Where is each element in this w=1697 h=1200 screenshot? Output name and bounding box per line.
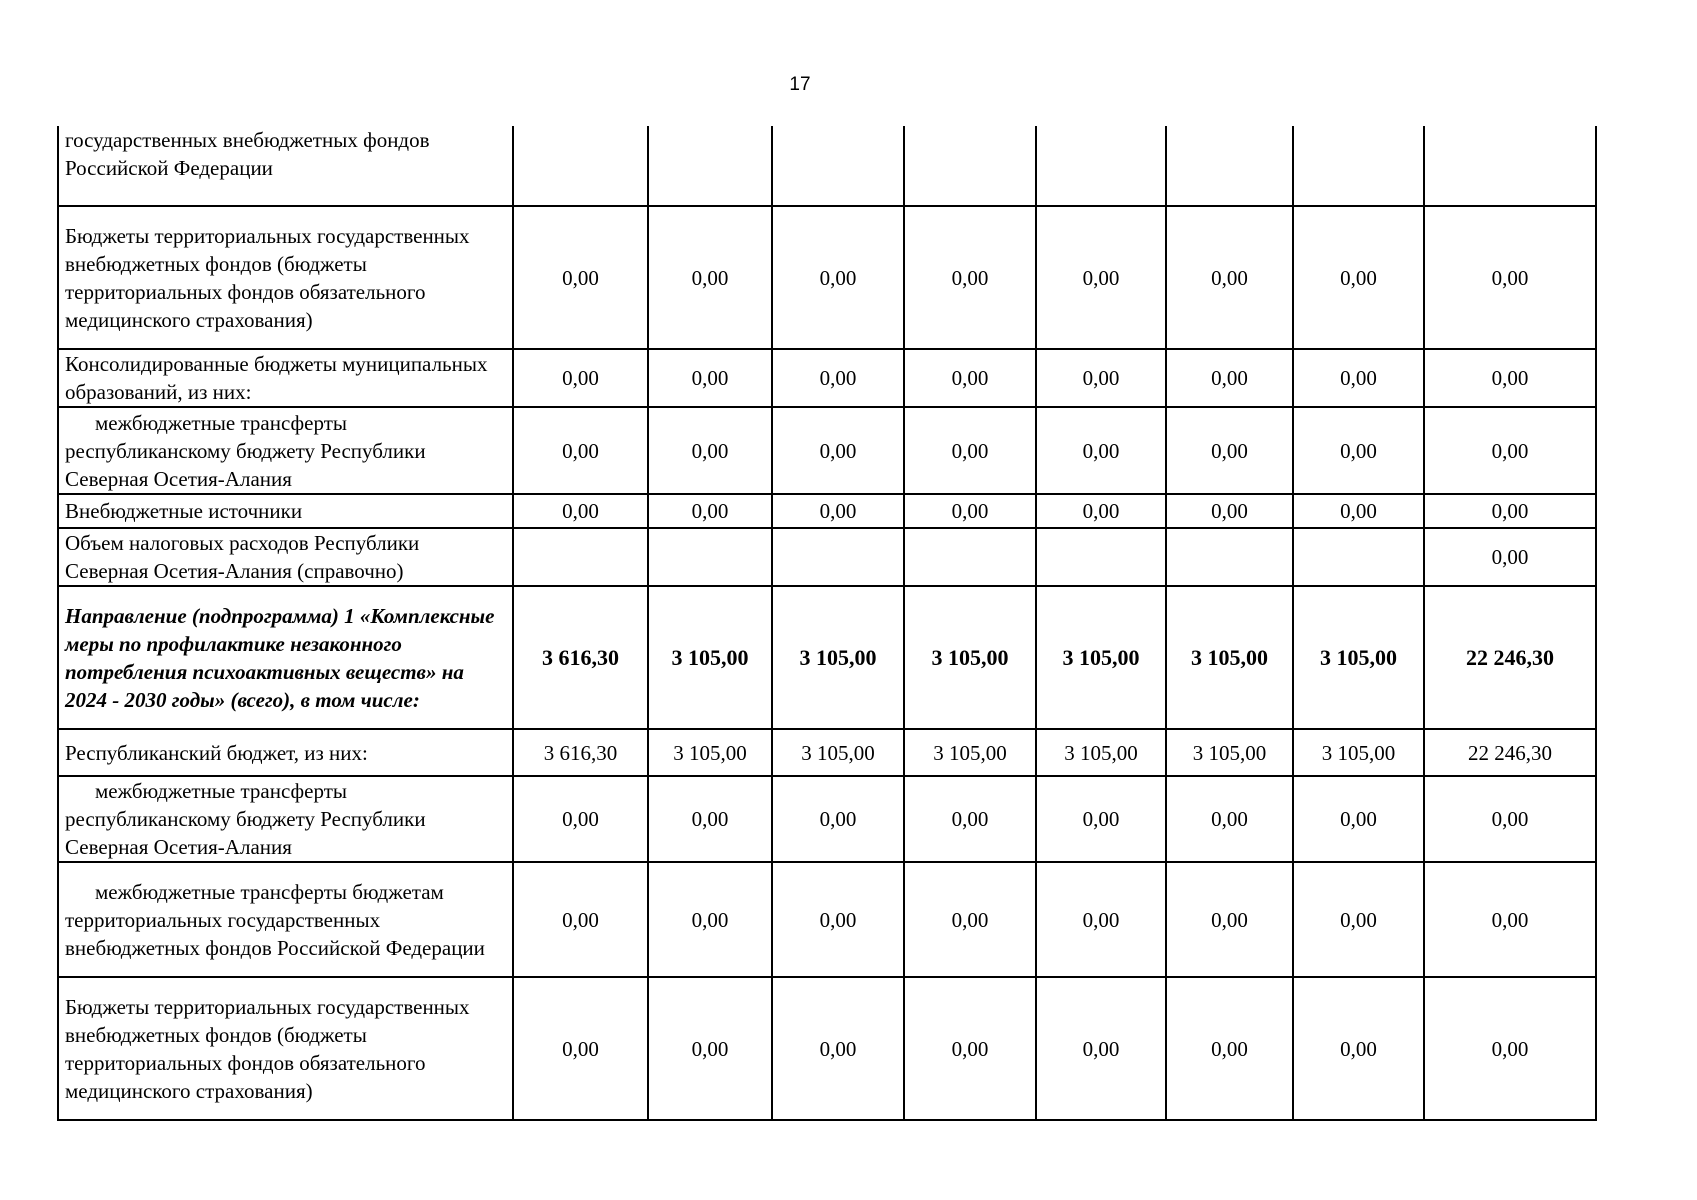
cell-value: 0,00 (772, 494, 904, 528)
cell-value: 0,00 (772, 349, 904, 407)
cell-value (648, 126, 772, 206)
cell-value: 0,00 (513, 977, 648, 1120)
row-label: Бюджеты территориальных государственных внебюджетных фондов (бюджеты территориальных фондов обязательного медицинского страхования) (58, 977, 513, 1120)
cell-value: 0,00 (1036, 349, 1166, 407)
cell-value: 0,00 (1424, 407, 1596, 494)
cell-value: 0,00 (1166, 349, 1293, 407)
cell-value: 0,00 (1293, 206, 1424, 349)
cell-value: 0,00 (1036, 776, 1166, 862)
cell-value: 0,00 (1036, 862, 1166, 977)
cell-value (1036, 528, 1166, 586)
cell-value: 3 105,00 (1166, 586, 1293, 729)
cell-value: 0,00 (904, 494, 1036, 528)
cell-value: 22 246,30 (1424, 586, 1596, 729)
row-label: Республиканский бюджет, из них: (58, 729, 513, 776)
cell-value: 0,00 (648, 776, 772, 862)
table-row (58, 349, 1596, 407)
cell-value: 0,00 (904, 349, 1036, 407)
cell-value: 0,00 (648, 349, 772, 407)
cell-value: 0,00 (904, 977, 1036, 1120)
row-label: государственных внебюджетных фондов Российской Федерации (58, 126, 513, 206)
cell-value: 0,00 (513, 407, 648, 494)
cell-value: 0,00 (1424, 528, 1596, 586)
table-row (58, 528, 1596, 586)
cell-value: 0,00 (648, 977, 772, 1120)
cell-value: 0,00 (1166, 862, 1293, 977)
cell-value: 0,00 (1424, 349, 1596, 407)
table-row (58, 206, 1596, 349)
cell-value: 0,00 (1166, 407, 1293, 494)
row-label: Объем налоговых расходов Республики Северная Осетия-Алания (справочно) (58, 528, 513, 586)
cell-value: 0,00 (904, 862, 1036, 977)
cell-value: 0,00 (1424, 977, 1596, 1120)
cell-value: 0,00 (648, 407, 772, 494)
cell-value (904, 528, 1036, 586)
table-row (58, 494, 1596, 528)
cell-value: 0,00 (1293, 349, 1424, 407)
cell-value: 0,00 (772, 977, 904, 1120)
cell-value: 0,00 (772, 206, 904, 349)
row-label: межбюджетные трансферты республиканскому бюджету Республики Северная Осетия-Алания (58, 776, 513, 862)
table-row (58, 776, 1596, 862)
cell-value: 0,00 (1293, 494, 1424, 528)
table-row (58, 977, 1596, 1120)
cell-value: 3 105,00 (1036, 729, 1166, 776)
cell-value (904, 126, 1036, 206)
cell-value: 0,00 (772, 862, 904, 977)
cell-value: 0,00 (1036, 977, 1166, 1120)
cell-value: 0,00 (772, 407, 904, 494)
cell-value: 0,00 (648, 206, 772, 349)
cell-value (1166, 528, 1293, 586)
cell-value: 3 105,00 (648, 586, 772, 729)
row-label: Бюджеты территориальных государственных внебюджетных фондов (бюджеты территориальных фондов обязательного медицинского страхования) (58, 206, 513, 349)
cell-value: 3 105,00 (1293, 586, 1424, 729)
cell-value: 0,00 (1293, 776, 1424, 862)
cell-value: 3 105,00 (648, 729, 772, 776)
cell-value (1293, 528, 1424, 586)
cell-value: 0,00 (513, 494, 648, 528)
cell-value: 0,00 (1166, 494, 1293, 528)
cell-value (648, 528, 772, 586)
cell-value: 0,00 (513, 776, 648, 862)
table-row (58, 729, 1596, 776)
row-label: межбюджетные трансферты бюджетам территориальных государственных внебюджетных фондов Российской Федерации (58, 862, 513, 977)
cell-value: 0,00 (904, 407, 1036, 494)
row-label: межбюджетные трансферты республиканскому бюджету Республики Северная Осетия-Алания (58, 407, 513, 494)
cell-value: 0,00 (1424, 862, 1596, 977)
cell-value: 3 105,00 (904, 729, 1036, 776)
cell-value: 3 105,00 (1293, 729, 1424, 776)
cell-value: 0,00 (513, 862, 648, 977)
cell-value: 0,00 (648, 494, 772, 528)
cell-value: 22 246,30 (1424, 729, 1596, 776)
cell-value: 3 616,30 (513, 729, 648, 776)
cell-value: 0,00 (1166, 977, 1293, 1120)
cell-value: 0,00 (1293, 407, 1424, 494)
cell-value: 3 105,00 (1166, 729, 1293, 776)
cell-value: 0,00 (1036, 407, 1166, 494)
cell-value: 3 105,00 (772, 586, 904, 729)
cell-value: 3 616,30 (513, 586, 648, 729)
cell-value: 0,00 (513, 349, 648, 407)
cell-value: 3 105,00 (772, 729, 904, 776)
row-label: Внебюджетные источники (58, 494, 513, 528)
cell-value: 3 105,00 (904, 586, 1036, 729)
cell-value (772, 126, 904, 206)
page-number: 17 (789, 74, 811, 95)
cell-value (1166, 126, 1293, 206)
cell-value (1424, 126, 1596, 206)
cell-value: 0,00 (513, 206, 648, 349)
cell-value: 0,00 (904, 206, 1036, 349)
cell-value (513, 126, 648, 206)
cell-value: 0,00 (904, 776, 1036, 862)
cell-value: 0,00 (1166, 776, 1293, 862)
cell-value: 0,00 (1424, 776, 1596, 862)
cell-value: 0,00 (1166, 206, 1293, 349)
cell-value: 0,00 (1424, 494, 1596, 528)
cell-value: 0,00 (772, 776, 904, 862)
row-label: Направление (подпрограмма) 1 «Комплексные меры по профилактике незаконного потребления психоактивных веществ» на 2024 - 2030 годы» (всего), в том числе: (58, 586, 513, 729)
row-label: Консолидированные бюджеты муниципальных образований, из них: (58, 349, 513, 407)
cell-value: 0,00 (1424, 206, 1596, 349)
cell-value (513, 528, 648, 586)
cell-value: 3 105,00 (1036, 586, 1166, 729)
table-row (58, 586, 1596, 729)
cell-value: 0,00 (1293, 862, 1424, 977)
table-row (58, 407, 1596, 494)
cell-value (1036, 126, 1166, 206)
cell-value: 0,00 (1036, 494, 1166, 528)
budget-table (57, 126, 1597, 1121)
cell-value (1293, 126, 1424, 206)
table-row (58, 126, 1596, 206)
cell-value: 0,00 (648, 862, 772, 977)
table-row (58, 862, 1596, 977)
cell-value: 0,00 (1036, 206, 1166, 349)
cell-value: 0,00 (1293, 977, 1424, 1120)
cell-value (772, 528, 904, 586)
